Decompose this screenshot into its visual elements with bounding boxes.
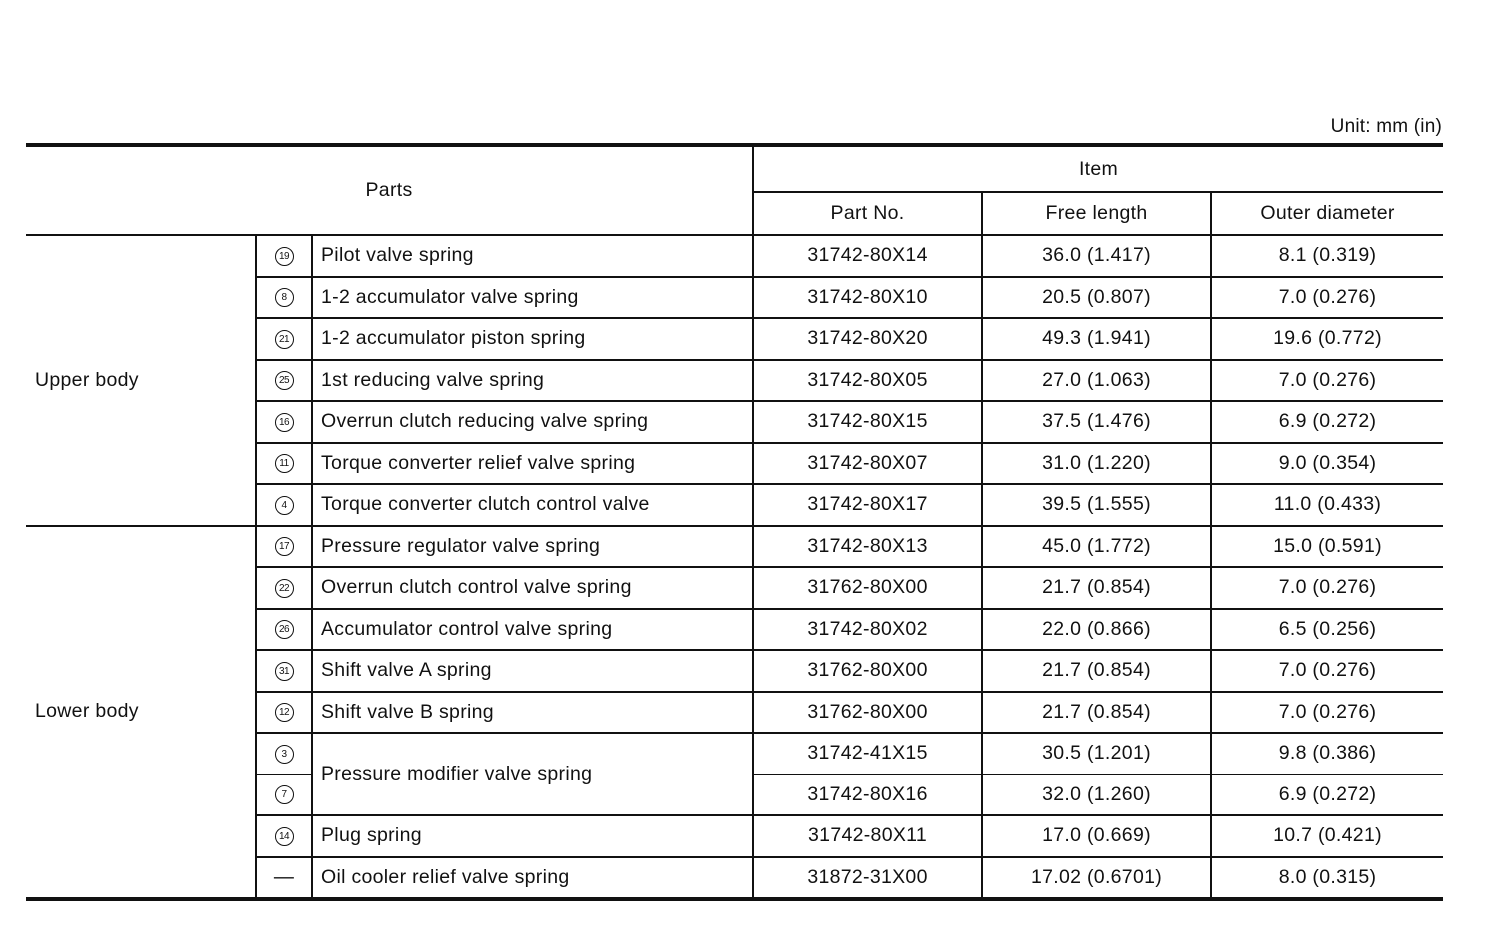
free-length-value: 22.0 (0.866): [982, 609, 1211, 651]
part-number: 31762-80X00: [753, 650, 982, 692]
outer-diameter-value: 7.0 (0.276): [1211, 650, 1443, 692]
part-name: 1-2 accumulator valve spring: [312, 277, 753, 319]
table-row: [26, 526, 1443, 568]
callout-number: 8: [275, 288, 294, 307]
outer-diameter-value: 7.0 (0.276): [1211, 277, 1443, 319]
free-length-value: 17.0 (0.669): [982, 815, 1211, 857]
free-length-value: 39.5 (1.555): [982, 484, 1211, 526]
part-number: 31762-80X00: [753, 692, 982, 734]
part-name: 1-2 accumulator piston spring: [312, 318, 753, 360]
free-length-value: 32.0 (1.260): [982, 774, 1211, 815]
free-length-value: 21.7 (0.854): [982, 567, 1211, 609]
callout-number: 17: [275, 537, 294, 556]
part-number: 31872-31X00: [753, 857, 982, 900]
free-length-value: 21.7 (0.854): [982, 692, 1211, 734]
outer-diameter-value: 7.0 (0.276): [1211, 567, 1443, 609]
part-number: 31742-80X17: [753, 484, 982, 526]
free-length-value: 20.5 (0.807): [982, 277, 1211, 319]
free-length-value: 37.5 (1.476): [982, 401, 1211, 443]
callout-number: 11: [275, 454, 294, 473]
free-length-value: 21.7 (0.854): [982, 650, 1211, 692]
part-name: Pressure modifier valve spring: [312, 733, 753, 815]
callout-number: 19: [275, 247, 294, 266]
callout-number: 12: [275, 703, 294, 722]
free-length-value: 27.0 (1.063): [982, 360, 1211, 402]
header-part-no: Part No.: [753, 192, 982, 235]
callout-number: 14: [275, 827, 294, 846]
callout-number: —: [273, 865, 295, 888]
callout-number: 31: [275, 662, 294, 681]
header-item: Item: [753, 145, 1443, 192]
outer-diameter-value: 8.1 (0.319): [1211, 235, 1443, 277]
part-number: 31742-80X20: [753, 318, 982, 360]
group-label-upper-body: Upper body: [26, 235, 256, 526]
part-name: Shift valve A spring: [312, 650, 753, 692]
spring-spec-table: [26, 143, 1443, 901]
callout-number: 22: [275, 579, 294, 598]
table-row: [26, 235, 1443, 277]
outer-diameter-value: 6.9 (0.272): [1211, 774, 1443, 815]
part-number: 31742-80X13: [753, 526, 982, 568]
callout-number: 26: [275, 620, 294, 639]
free-length-value: 49.3 (1.941): [982, 318, 1211, 360]
part-name: Overrun clutch control valve spring: [312, 567, 753, 609]
free-length-value: 45.0 (1.772): [982, 526, 1211, 568]
part-number: 31742-80X16: [753, 774, 982, 815]
part-number: 31742-80X10: [753, 277, 982, 319]
header-free-length: Free length: [982, 192, 1211, 235]
free-length-value: 31.0 (1.220): [982, 443, 1211, 485]
outer-diameter-value: 19.6 (0.772): [1211, 318, 1443, 360]
group-label-lower-body: Lower body: [35, 700, 139, 723]
part-number: 31742-80X07: [753, 443, 982, 485]
callout-number: 21: [275, 330, 294, 349]
free-length-value: 30.5 (1.201): [982, 733, 1211, 774]
part-name: 1st reducing valve spring: [312, 360, 753, 402]
free-length-value: 17.02 (0.6701): [982, 857, 1211, 900]
part-name: Overrun clutch reducing valve spring: [312, 401, 753, 443]
outer-diameter-value: 7.0 (0.276): [1211, 360, 1443, 402]
part-name: Pressure regulator valve spring: [312, 526, 753, 568]
outer-diameter-value: 8.0 (0.315): [1211, 857, 1443, 900]
outer-diameter-value: 7.0 (0.276): [1211, 692, 1443, 734]
part-number: 31742-80X05: [753, 360, 982, 402]
outer-diameter-value: 9.0 (0.354): [1211, 443, 1443, 485]
callout-number: 7: [275, 785, 294, 804]
header-outer-diameter: Outer diameter: [1211, 192, 1443, 235]
unit-label: Unit: mm (in): [1330, 116, 1442, 137]
part-number: 31742-80X11: [753, 815, 982, 857]
part-name: Plug spring: [312, 815, 753, 857]
part-name: Shift valve B spring: [312, 692, 753, 734]
part-name: Accumulator control valve spring: [312, 609, 753, 651]
part-name: Torque converter relief valve spring: [312, 443, 753, 485]
part-name: Pilot valve spring: [312, 235, 753, 277]
outer-diameter-value: 9.8 (0.386): [1211, 733, 1443, 774]
part-number: 31742-80X02: [753, 609, 982, 651]
part-number: 31742-80X15: [753, 401, 982, 443]
part-number: 31762-80X00: [753, 567, 982, 609]
part-name: Torque converter clutch control valve: [312, 484, 753, 526]
callout-number: 3: [275, 745, 294, 764]
outer-diameter-value: 10.7 (0.421): [1211, 815, 1443, 857]
free-length-value: 36.0 (1.417): [982, 235, 1211, 277]
outer-diameter-value: 6.5 (0.256): [1211, 609, 1443, 651]
outer-diameter-value: 6.9 (0.272): [1211, 401, 1443, 443]
callout-number: 25: [275, 371, 294, 390]
callout-number: 4: [275, 496, 294, 515]
part-name: Oil cooler relief valve spring: [312, 857, 753, 900]
outer-diameter-value: 15.0 (0.591): [1211, 526, 1443, 568]
callout-number: 16: [275, 413, 294, 432]
outer-diameter-value: 11.0 (0.433): [1211, 484, 1443, 526]
part-number: 31742-80X14: [753, 235, 982, 277]
header-parts: Parts: [365, 179, 413, 201]
part-number: 31742-41X15: [753, 733, 982, 774]
